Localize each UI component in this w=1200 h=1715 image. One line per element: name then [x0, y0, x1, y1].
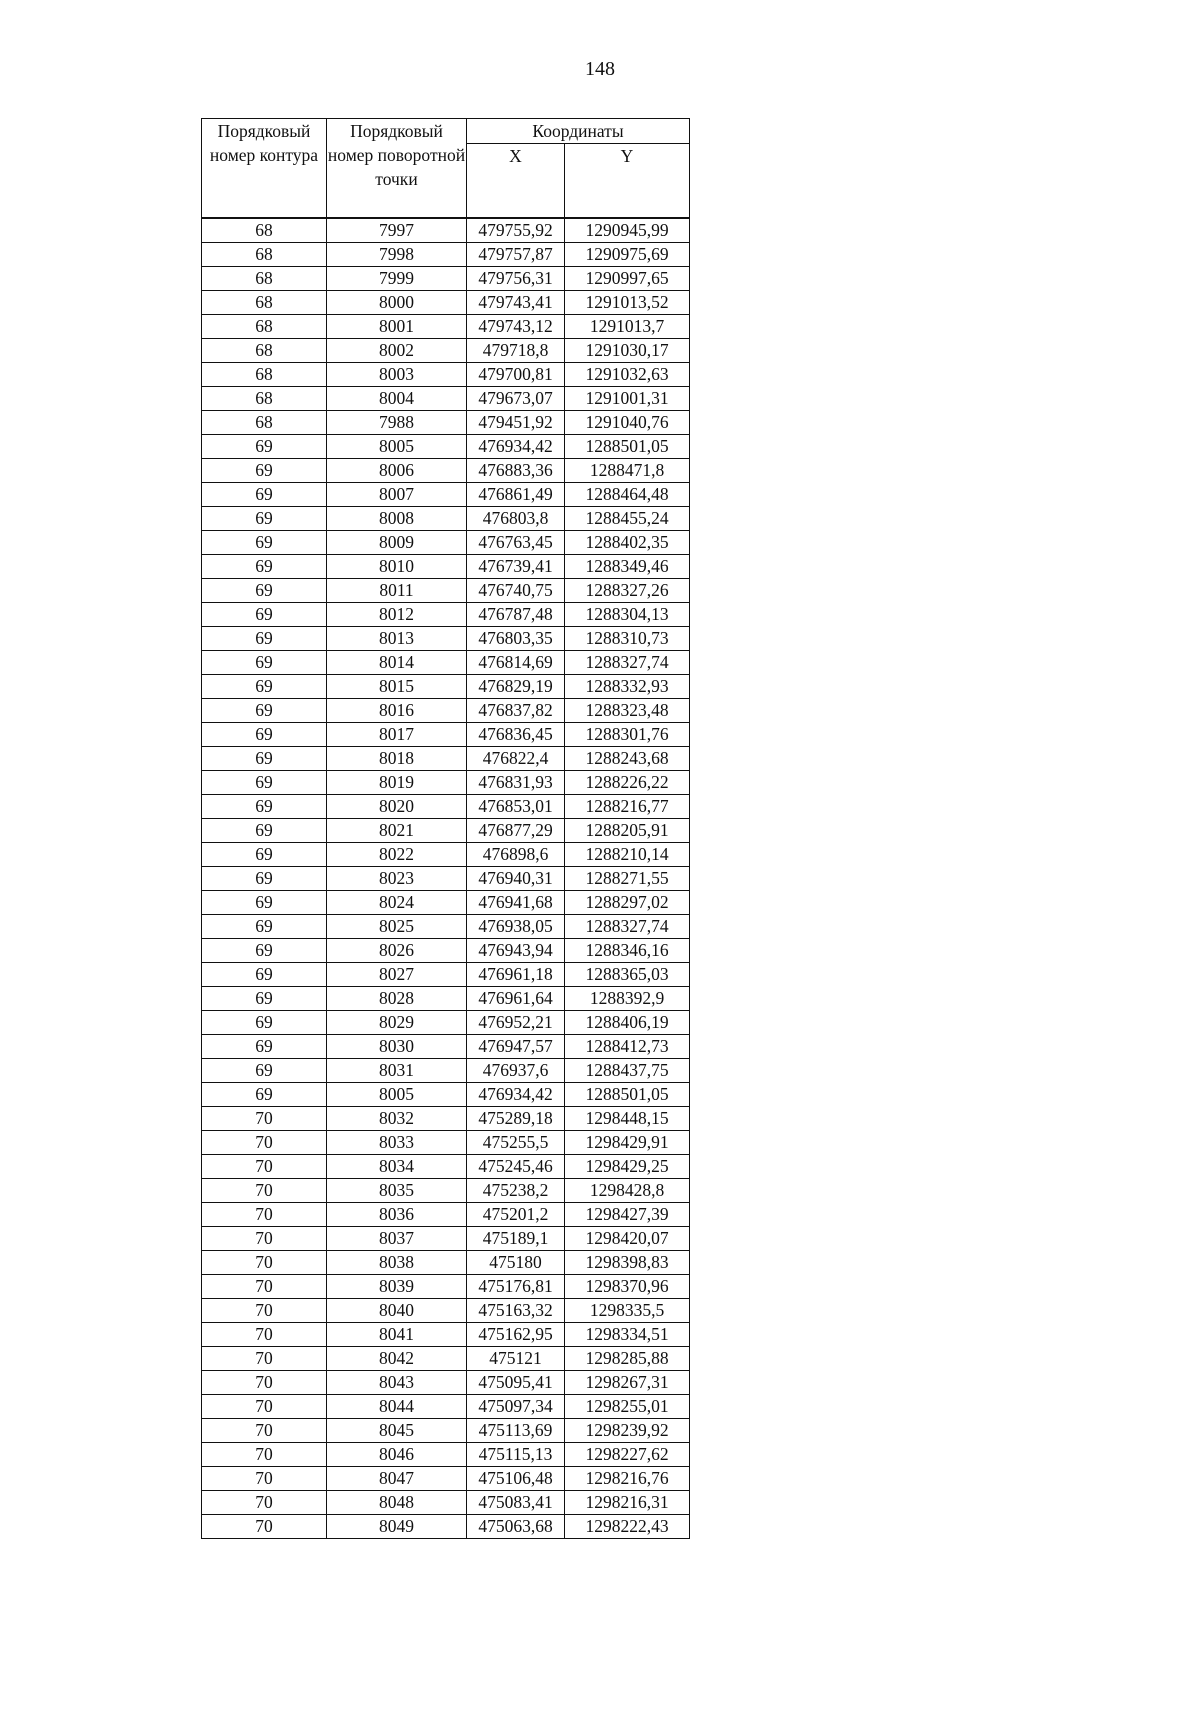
cell-contour-number: 70 [202, 1299, 327, 1323]
cell-y: 1288216,77 [565, 795, 690, 819]
cell-contour-number: 70 [202, 1251, 327, 1275]
cell-x: 475083,41 [467, 1491, 565, 1515]
cell-point-number: 7988 [327, 411, 467, 435]
cell-point-number: 8018 [327, 747, 467, 771]
cell-contour-number: 70 [202, 1107, 327, 1131]
cell-contour-number: 70 [202, 1179, 327, 1203]
header-y: Y [565, 144, 690, 218]
cell-contour-number: 69 [202, 939, 327, 963]
table-row [202, 699, 690, 723]
table-row [202, 819, 690, 843]
cell-contour-number: 68 [202, 411, 327, 435]
cell-contour-number: 68 [202, 387, 327, 411]
table-row [202, 651, 690, 675]
table-row [202, 795, 690, 819]
cell-contour-number: 68 [202, 291, 327, 315]
cell-contour-number: 68 [202, 267, 327, 291]
cell-point-number: 8032 [327, 1107, 467, 1131]
cell-x: 476814,69 [467, 651, 565, 675]
cell-point-number: 8042 [327, 1347, 467, 1371]
table-row [202, 891, 690, 915]
table-row [202, 963, 690, 987]
cell-y: 1291032,63 [565, 363, 690, 387]
cell-contour-number: 69 [202, 483, 327, 507]
cell-y: 1291030,17 [565, 339, 690, 363]
cell-y: 1288501,05 [565, 1083, 690, 1107]
cell-y: 1288392,9 [565, 987, 690, 1011]
table-row [202, 267, 690, 291]
table-row [202, 867, 690, 891]
coordinates-table [201, 118, 690, 1539]
cell-x: 479757,87 [467, 243, 565, 267]
cell-contour-number: 69 [202, 699, 327, 723]
cell-y: 1298222,43 [565, 1515, 690, 1539]
table-row [202, 1059, 690, 1083]
cell-contour-number: 69 [202, 747, 327, 771]
cell-point-number: 8035 [327, 1179, 467, 1203]
table-row [202, 1083, 690, 1107]
cell-point-number: 8005 [327, 1083, 467, 1107]
cell-point-number: 8049 [327, 1515, 467, 1539]
header-point-number: Порядковый номер поворотной точки [327, 119, 467, 219]
cell-y: 1288346,16 [565, 939, 690, 963]
cell-point-number: 8004 [327, 387, 467, 411]
cell-point-number: 8026 [327, 939, 467, 963]
cell-y: 1291001,31 [565, 387, 690, 411]
cell-x: 475180 [467, 1251, 565, 1275]
cell-point-number: 7997 [327, 218, 467, 243]
cell-x: 476831,93 [467, 771, 565, 795]
table-row [202, 435, 690, 459]
cell-x: 476938,05 [467, 915, 565, 939]
cell-contour-number: 70 [202, 1515, 327, 1539]
cell-point-number: 8022 [327, 843, 467, 867]
cell-x: 476763,45 [467, 531, 565, 555]
cell-x: 476961,18 [467, 963, 565, 987]
cell-x: 476940,31 [467, 867, 565, 891]
cell-point-number: 8027 [327, 963, 467, 987]
cell-x: 475063,68 [467, 1515, 565, 1539]
cell-point-number: 8021 [327, 819, 467, 843]
cell-x: 475162,95 [467, 1323, 565, 1347]
cell-x: 476822,4 [467, 747, 565, 771]
cell-y: 1288301,76 [565, 723, 690, 747]
cell-point-number: 8009 [327, 531, 467, 555]
cell-contour-number: 70 [202, 1203, 327, 1227]
header-contour-number: Порядковый номер контура [202, 119, 327, 219]
cell-contour-number: 69 [202, 843, 327, 867]
cell-y: 1288271,55 [565, 867, 690, 891]
page-number: 148 [585, 58, 615, 80]
cell-point-number: 8023 [327, 867, 467, 891]
cell-x: 476934,42 [467, 435, 565, 459]
cell-y: 1288349,46 [565, 555, 690, 579]
cell-x: 475289,18 [467, 1107, 565, 1131]
cell-x: 475189,1 [467, 1227, 565, 1251]
cell-contour-number: 69 [202, 891, 327, 915]
table-row [202, 747, 690, 771]
cell-y: 1298239,92 [565, 1419, 690, 1443]
cell-y: 1288455,24 [565, 507, 690, 531]
cell-y: 1290997,65 [565, 267, 690, 291]
table-row [202, 315, 690, 339]
table-row [202, 218, 690, 243]
cell-point-number: 8033 [327, 1131, 467, 1155]
cell-point-number: 8003 [327, 363, 467, 387]
table-row [202, 1131, 690, 1155]
table-row [202, 987, 690, 1011]
cell-x: 479756,31 [467, 267, 565, 291]
cell-y: 1290975,69 [565, 243, 690, 267]
cell-x: 476947,57 [467, 1035, 565, 1059]
cell-x: 479718,8 [467, 339, 565, 363]
table-row [202, 1035, 690, 1059]
table-row [202, 555, 690, 579]
cell-x: 475176,81 [467, 1275, 565, 1299]
cell-y: 1298448,15 [565, 1107, 690, 1131]
cell-contour-number: 69 [202, 1011, 327, 1035]
cell-point-number: 7999 [327, 267, 467, 291]
table-row [202, 627, 690, 651]
cell-point-number: 8030 [327, 1035, 467, 1059]
cell-point-number: 8012 [327, 603, 467, 627]
cell-contour-number: 68 [202, 315, 327, 339]
table-row [202, 675, 690, 699]
cell-x: 476829,19 [467, 675, 565, 699]
cell-contour-number: 68 [202, 218, 327, 243]
cell-y: 1291013,7 [565, 315, 690, 339]
cell-contour-number: 70 [202, 1467, 327, 1491]
cell-point-number: 8013 [327, 627, 467, 651]
header-x: X [467, 144, 565, 218]
cell-contour-number: 69 [202, 1059, 327, 1083]
table-row [202, 1371, 690, 1395]
cell-x: 475113,69 [467, 1419, 565, 1443]
cell-contour-number: 69 [202, 867, 327, 891]
cell-contour-number: 69 [202, 651, 327, 675]
cell-x: 475163,32 [467, 1299, 565, 1323]
table-row [202, 411, 690, 435]
table-row [202, 1299, 690, 1323]
cell-x: 476837,82 [467, 699, 565, 723]
cell-y: 1298216,31 [565, 1491, 690, 1515]
cell-y: 1288327,26 [565, 579, 690, 603]
cell-x: 475201,2 [467, 1203, 565, 1227]
cell-point-number: 8000 [327, 291, 467, 315]
cell-x: 476739,41 [467, 555, 565, 579]
table-row [202, 243, 690, 267]
cell-y: 1298428,8 [565, 1179, 690, 1203]
cell-x: 476853,01 [467, 795, 565, 819]
cell-point-number: 8025 [327, 915, 467, 939]
cell-x: 475255,5 [467, 1131, 565, 1155]
table-row [202, 1323, 690, 1347]
cell-y: 1288310,73 [565, 627, 690, 651]
cell-contour-number: 70 [202, 1275, 327, 1299]
cell-x: 479743,41 [467, 291, 565, 315]
cell-point-number: 8011 [327, 579, 467, 603]
cell-x: 476836,45 [467, 723, 565, 747]
cell-point-number: 8044 [327, 1395, 467, 1419]
cell-y: 1288327,74 [565, 915, 690, 939]
table-row [202, 507, 690, 531]
cell-contour-number: 69 [202, 723, 327, 747]
table-row [202, 1515, 690, 1539]
table-row [202, 843, 690, 867]
cell-x: 476961,64 [467, 987, 565, 1011]
table-row [202, 459, 690, 483]
cell-contour-number: 69 [202, 819, 327, 843]
cell-x: 479451,92 [467, 411, 565, 435]
cell-point-number: 7998 [327, 243, 467, 267]
cell-contour-number: 70 [202, 1323, 327, 1347]
table-row [202, 387, 690, 411]
cell-y: 1288327,74 [565, 651, 690, 675]
cell-contour-number: 70 [202, 1419, 327, 1443]
cell-contour-number: 69 [202, 459, 327, 483]
table-row [202, 1347, 690, 1371]
cell-point-number: 8019 [327, 771, 467, 795]
cell-point-number: 8043 [327, 1371, 467, 1395]
cell-point-number: 8001 [327, 315, 467, 339]
cell-x: 476861,49 [467, 483, 565, 507]
cell-x: 475238,2 [467, 1179, 565, 1203]
cell-y: 1298398,83 [565, 1251, 690, 1275]
table-row [202, 291, 690, 315]
table-row [202, 603, 690, 627]
cell-x: 476803,8 [467, 507, 565, 531]
cell-contour-number: 70 [202, 1395, 327, 1419]
cell-y: 1288402,35 [565, 531, 690, 555]
cell-x: 475115,13 [467, 1443, 565, 1467]
cell-contour-number: 69 [202, 1035, 327, 1059]
cell-point-number: 8034 [327, 1155, 467, 1179]
cell-x: 479700,81 [467, 363, 565, 387]
table-row [202, 1155, 690, 1179]
cell-point-number: 8046 [327, 1443, 467, 1467]
table-body [202, 218, 690, 1539]
cell-point-number: 8016 [327, 699, 467, 723]
cell-y: 1291040,76 [565, 411, 690, 435]
cell-point-number: 8008 [327, 507, 467, 531]
cell-y: 1298335,5 [565, 1299, 690, 1323]
table-header [202, 119, 690, 219]
cell-contour-number: 69 [202, 795, 327, 819]
cell-x: 475121 [467, 1347, 565, 1371]
table-row [202, 531, 690, 555]
cell-contour-number: 69 [202, 771, 327, 795]
cell-y: 1298334,51 [565, 1323, 690, 1347]
cell-contour-number: 70 [202, 1443, 327, 1467]
cell-point-number: 8024 [327, 891, 467, 915]
cell-y: 1298427,39 [565, 1203, 690, 1227]
cell-contour-number: 69 [202, 987, 327, 1011]
cell-x: 475245,46 [467, 1155, 565, 1179]
cell-point-number: 8007 [327, 483, 467, 507]
cell-y: 1298267,31 [565, 1371, 690, 1395]
table-row [202, 1227, 690, 1251]
table-row [202, 1275, 690, 1299]
cell-point-number: 8048 [327, 1491, 467, 1515]
table-row [202, 1011, 690, 1035]
cell-x: 476941,68 [467, 891, 565, 915]
cell-x: 476883,36 [467, 459, 565, 483]
table-row [202, 771, 690, 795]
cell-y: 1298227,62 [565, 1443, 690, 1467]
cell-point-number: 8015 [327, 675, 467, 699]
cell-y: 1288406,19 [565, 1011, 690, 1035]
table-row [202, 1251, 690, 1275]
cell-point-number: 8040 [327, 1299, 467, 1323]
cell-x: 475097,34 [467, 1395, 565, 1419]
cell-y: 1298429,91 [565, 1131, 690, 1155]
cell-y: 1288205,91 [565, 819, 690, 843]
cell-x: 476898,6 [467, 843, 565, 867]
cell-point-number: 8036 [327, 1203, 467, 1227]
cell-point-number: 8031 [327, 1059, 467, 1083]
cell-x: 476952,21 [467, 1011, 565, 1035]
cell-contour-number: 70 [202, 1491, 327, 1515]
table-row [202, 915, 690, 939]
cell-contour-number: 70 [202, 1155, 327, 1179]
cell-y: 1288304,13 [565, 603, 690, 627]
cell-y: 1291013,52 [565, 291, 690, 315]
cell-point-number: 8041 [327, 1323, 467, 1347]
cell-y: 1288243,68 [565, 747, 690, 771]
cell-contour-number: 69 [202, 507, 327, 531]
table-row [202, 339, 690, 363]
cell-y: 1298216,76 [565, 1467, 690, 1491]
header-coordinates: Координаты [467, 119, 690, 144]
cell-point-number: 8028 [327, 987, 467, 1011]
cell-y: 1288412,73 [565, 1035, 690, 1059]
cell-contour-number: 68 [202, 339, 327, 363]
cell-contour-number: 69 [202, 675, 327, 699]
cell-contour-number: 69 [202, 531, 327, 555]
cell-contour-number: 69 [202, 435, 327, 459]
cell-point-number: 8037 [327, 1227, 467, 1251]
cell-contour-number: 69 [202, 963, 327, 987]
cell-contour-number: 69 [202, 1083, 327, 1107]
cell-y: 1288365,03 [565, 963, 690, 987]
cell-contour-number: 70 [202, 1131, 327, 1155]
cell-x: 476877,29 [467, 819, 565, 843]
cell-point-number: 8020 [327, 795, 467, 819]
cell-contour-number: 70 [202, 1227, 327, 1251]
cell-y: 1288437,75 [565, 1059, 690, 1083]
cell-contour-number: 69 [202, 915, 327, 939]
table-row [202, 1467, 690, 1491]
table-row [202, 1491, 690, 1515]
cell-point-number: 8017 [327, 723, 467, 747]
cell-point-number: 8010 [327, 555, 467, 579]
cell-y: 1288297,02 [565, 891, 690, 915]
cell-point-number: 8014 [327, 651, 467, 675]
cell-y: 1288501,05 [565, 435, 690, 459]
cell-point-number: 8029 [327, 1011, 467, 1035]
cell-contour-number: 70 [202, 1347, 327, 1371]
cell-point-number: 8047 [327, 1467, 467, 1491]
cell-y: 1288332,93 [565, 675, 690, 699]
cell-x: 479755,92 [467, 218, 565, 243]
cell-x: 479673,07 [467, 387, 565, 411]
table-row [202, 1203, 690, 1227]
cell-point-number: 8038 [327, 1251, 467, 1275]
table-row [202, 1443, 690, 1467]
table-row [202, 1179, 690, 1203]
table-row [202, 723, 690, 747]
cell-x: 476943,94 [467, 939, 565, 963]
cell-contour-number: 69 [202, 627, 327, 651]
cell-x: 475095,41 [467, 1371, 565, 1395]
table-row [202, 1419, 690, 1443]
cell-y: 1288471,8 [565, 459, 690, 483]
table-row [202, 483, 690, 507]
cell-contour-number: 70 [202, 1371, 327, 1395]
cell-y: 1298429,25 [565, 1155, 690, 1179]
cell-contour-number: 69 [202, 603, 327, 627]
table-row [202, 1107, 690, 1131]
cell-x: 479743,12 [467, 315, 565, 339]
cell-point-number: 8002 [327, 339, 467, 363]
cell-contour-number: 69 [202, 579, 327, 603]
cell-point-number: 8005 [327, 435, 467, 459]
cell-point-number: 8006 [327, 459, 467, 483]
cell-contour-number: 69 [202, 555, 327, 579]
cell-y: 1288323,48 [565, 699, 690, 723]
cell-x: 476803,35 [467, 627, 565, 651]
table-row [202, 939, 690, 963]
cell-y: 1290945,99 [565, 218, 690, 243]
cell-y: 1288210,14 [565, 843, 690, 867]
cell-x: 476934,42 [467, 1083, 565, 1107]
cell-y: 1288226,22 [565, 771, 690, 795]
cell-y: 1298370,96 [565, 1275, 690, 1299]
cell-x: 476937,6 [467, 1059, 565, 1083]
cell-y: 1298255,01 [565, 1395, 690, 1419]
cell-y: 1298420,07 [565, 1227, 690, 1251]
cell-x: 476787,48 [467, 603, 565, 627]
cell-point-number: 8039 [327, 1275, 467, 1299]
table-row [202, 363, 690, 387]
table-row [202, 1395, 690, 1419]
cell-x: 475106,48 [467, 1467, 565, 1491]
cell-point-number: 8045 [327, 1419, 467, 1443]
cell-x: 476740,75 [467, 579, 565, 603]
cell-y: 1288464,48 [565, 483, 690, 507]
cell-contour-number: 68 [202, 243, 327, 267]
cell-y: 1298285,88 [565, 1347, 690, 1371]
table-row [202, 579, 690, 603]
cell-contour-number: 68 [202, 363, 327, 387]
